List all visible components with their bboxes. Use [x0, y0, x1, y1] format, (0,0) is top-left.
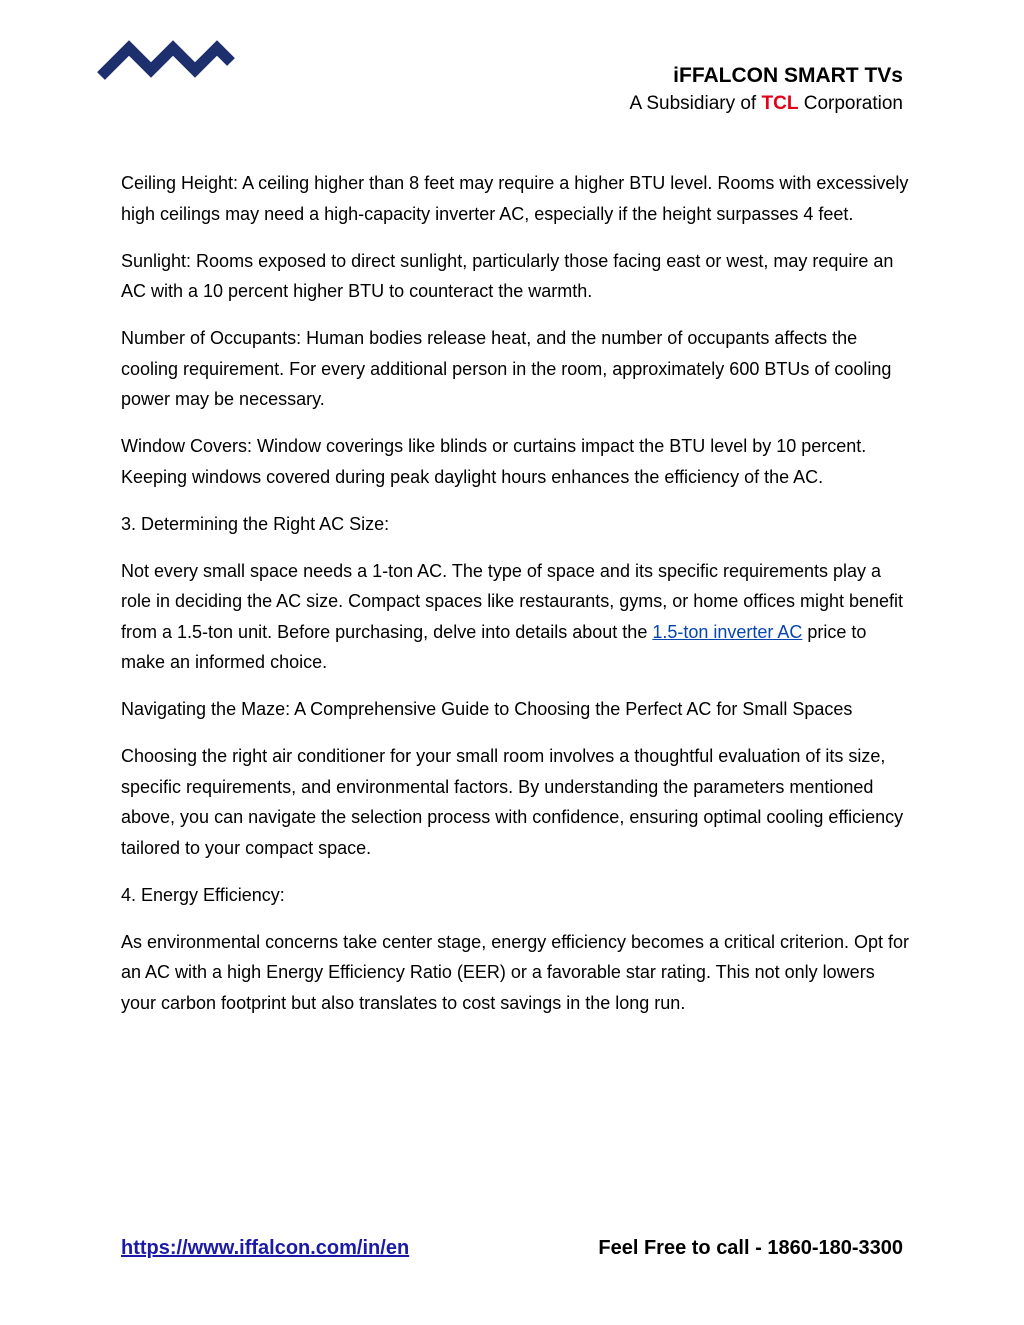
subsidiary-suffix: Corporation: [798, 93, 903, 114]
brand-title: iFFALCON SMART TVs: [673, 64, 903, 87]
footer-call-text: Feel Free to call - 1860-180-3300: [598, 1237, 903, 1259]
paragraph-occupants: Number of Occupants: Human bodies release heat, and the number of occupants affects the cooling requirement. For every additional person in the room, approximately 600 BTUs of cooling power may be necessary.: [121, 328, 892, 409]
paragraph-choosing-right: Choosing the right air conditioner for your small room involves a thoughtful evaluation of its size, specific requirements, and environmental factors. By understanding the parameters mentioned above, you can navigate the selection process with confidence, ensuring optimal cooling efficiency tailored to your compact space.: [121, 746, 904, 858]
section-heading-energy-efficiency: 4. Energy Efficiency:: [121, 884, 285, 905]
paragraph-ac-size: [121, 556, 911, 678]
paragraph-ac-size-text-before: Not every small space needs a 1-ton AC. The type of space and its specific requirements play a role in deciding the AC size. Compact spaces like restaurants, gyms, or home offices might benefit from a 1.5-ton unit. Before purchasing, delve into details about the: [121, 560, 904, 642]
iffalcon-logo-icon: [95, 28, 235, 86]
inverter-ac-link[interactable]: 1.5-ton inverter AC: [652, 621, 803, 642]
document-body: [121, 168, 911, 1035]
header-brand-block: [629, 62, 903, 118]
paragraph-ac-size-text-after: price to make an informed choice.: [121, 621, 867, 672]
tcl-highlight: TCL: [761, 93, 799, 114]
paragraph-navigating-maze: Navigating the Maze: A Comprehensive Guide to Choosing the Perfect AC for Small Spaces: [121, 699, 853, 719]
section-heading-ac-size: 3. Determining the Right AC Size:: [121, 513, 390, 534]
paragraph-energy-efficiency: As environmental concerns take center stage, energy efficiency becomes a critical criterion. Opt for an AC with a high Energy Efficiency Ratio (EER) or a favorable star rating. This not only lowers your carbon footprint but also translates to cost savings in the long run.: [121, 931, 910, 1013]
paragraph-sunlight: Sunlight: Rooms exposed to direct sunlight, particularly those facing east or west, may require an AC with a 10 percent higher BTU to counteract the warmth.: [121, 250, 894, 301]
subsidiary-prefix: A Subsidiary of: [629, 93, 762, 114]
paragraph-ceiling-height: Ceiling Height: A ceiling higher than 8 feet may require a higher BTU level. Rooms with excessively high ceilings may need a high-capacity inverter AC, especially if the height surpasses 4 feet.: [121, 173, 909, 224]
footer-website-link[interactable]: https://www.iffalcon.com/in/en: [121, 1237, 410, 1259]
paragraph-window-covers: Window Covers: Window coverings like blinds or curtains impact the BTU level by 10 percent. Keeping windows covered during peak daylight hours enhances the efficiency of the AC.: [121, 436, 867, 487]
subsidiary-line: [629, 90, 903, 118]
